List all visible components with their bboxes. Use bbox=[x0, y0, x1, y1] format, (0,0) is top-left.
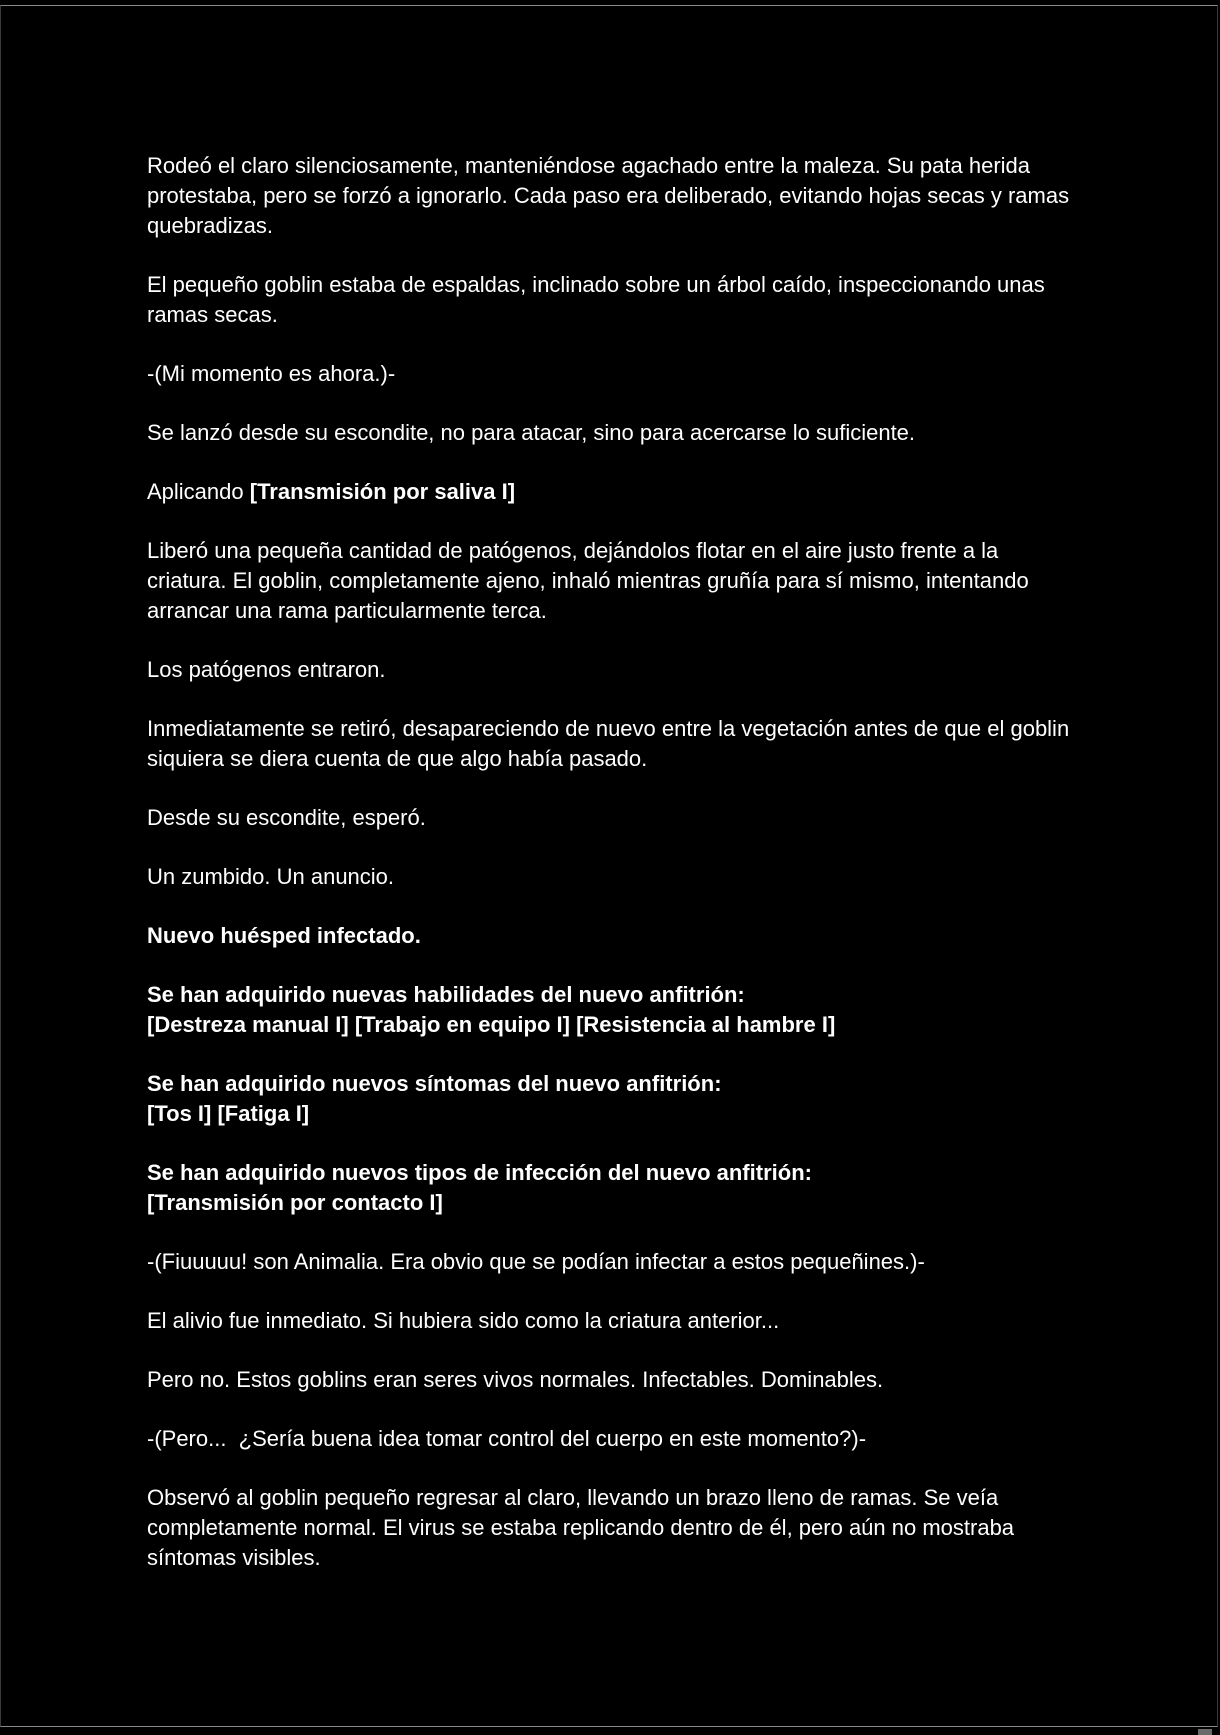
notice-heading: Se han adquirido nuevos tipos de infección del nuevo anfitrión: bbox=[147, 1160, 812, 1185]
notice-items: [Destreza manual I] [Trabajo en equipo I] [Resistencia al hambre I] bbox=[147, 1012, 836, 1037]
paragraph: Se lanzó desde su escondite, no para atacar, sino para acercarse lo suficiente. bbox=[147, 420, 916, 445]
page-corner-marker bbox=[1198, 1729, 1212, 1735]
notice-heading: Se han adquirido nuevos síntomas del nuevo anfitrión: bbox=[147, 1071, 722, 1096]
paragraph: Los patógenos entraron. bbox=[147, 657, 386, 682]
skill-name: [Transmisión por saliva I] bbox=[249, 479, 516, 504]
system-notice-infection-types bbox=[147, 1158, 1077, 1218]
paragraph: Un zumbido. Un anuncio. bbox=[147, 864, 395, 889]
system-notice-skills bbox=[147, 980, 1077, 1040]
paragraph: Rodeó el claro silenciosamente, manteniéndose agachado entre la maleza. Su pata herida protestaba, pero se forzó a ignorarlo. Cada paso era deliberado, evitando hojas secas y ramas quebradizas. bbox=[147, 153, 1076, 238]
paragraph: Inmediatamente se retiró, desapareciendo de nuevo entre la vegetación antes de que el goblin siquiera se diera cuenta de que algo había pasado. bbox=[147, 716, 1076, 771]
system-notice-symptoms bbox=[147, 1069, 1077, 1129]
notice-items: [Tos I] [Fatiga I] bbox=[147, 1101, 310, 1126]
notice-heading: Se han adquirido nuevas habilidades del nuevo anfitrión: bbox=[147, 982, 745, 1007]
paragraph: Desde su escondite, esperó. bbox=[147, 805, 426, 830]
notice-items: [Transmisión por contacto I] bbox=[147, 1190, 443, 1215]
paragraph: El alivio fue inmediato. Si hubiera sido como la criatura anterior... bbox=[147, 1308, 780, 1333]
paragraph: -(Pero... ¿Sería buena idea tomar control del cuerpo en este momento?)- bbox=[147, 1426, 867, 1451]
paragraph: -(Fiuuuuu! son Animalia. Era obvio que se podían infectar a estos pequeñines.)- bbox=[147, 1249, 925, 1274]
paragraph: Pero no. Estos goblins eran seres vivos normales. Infectables. Dominables. bbox=[147, 1367, 884, 1392]
paragraph: Liberó una pequeña cantidad de patógenos, dejándolos flotar en el aire justo frente a la criatura. El goblin, completamente ajeno, inhaló mientras gruñía para sí mismo, intentando arrancar una rama particularmente terca. bbox=[147, 538, 1035, 623]
paragraph: El pequeño goblin estaba de espaldas, inclinado sobre un árbol caído, inspeccionando unas ramas secas. bbox=[147, 272, 1051, 327]
system-notice: Nuevo huésped infectado. bbox=[147, 923, 421, 948]
document-body bbox=[147, 151, 1077, 1602]
paragraph-prefix: Aplicando bbox=[147, 479, 250, 504]
paragraph: Observó al goblin pequeño regresar al claro, llevando un brazo lleno de ramas. Se veía completamente normal. El virus se estaba replicando dentro de él, pero aún no mostraba síntomas visibles. bbox=[147, 1485, 1021, 1570]
paragraph-skill-applied bbox=[147, 477, 1077, 507]
paragraph: -(Mi momento es ahora.)- bbox=[147, 361, 396, 386]
